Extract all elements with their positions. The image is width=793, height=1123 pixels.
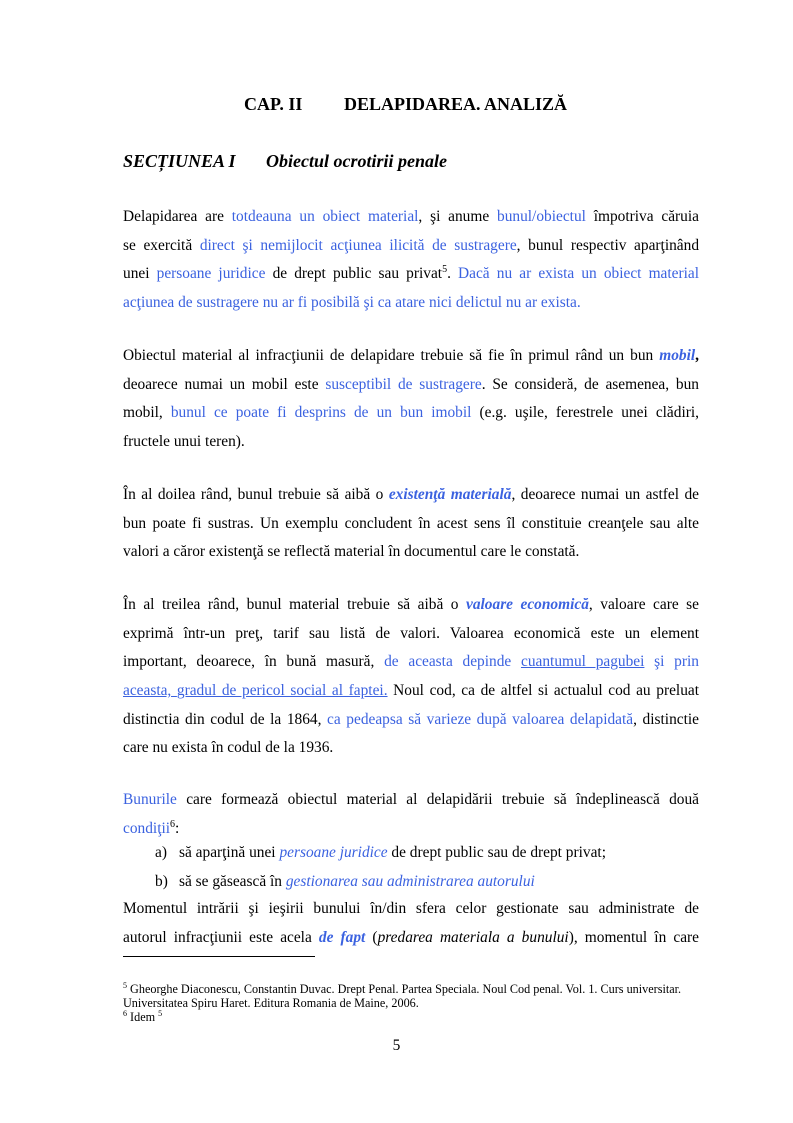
p1-line-4: acţiunea de sustragere nu ar fi posibilă şi ca atare nici delictul nu ar exista. <box>123 294 581 312</box>
footnote-5: $^5$ Gheorghe Diaconescu, Constantin Duvac. Drept Penal. Partea Speciala. Noul Cod penal. Vol. 1. Curs universitar. Universitatea Spiru Haret. Editura Romania de Maine, 2006. <box>123 980 682 1010</box>
p1-line-3: unei persoane juridice de drept public sau privat$^5$. Dacă nu ar exista un obiect material <box>123 264 699 283</box>
list-item: a) să aparţină unei persoane juridice de drept public sau de drept privat; <box>155 844 606 861</box>
paragraph-2 <box>123 342 699 457</box>
p2-line-2: deoarece numai un mobil este susceptibil de sustragere. Se consideră, de asemenea, bun <box>123 375 699 393</box>
p3-line-2: bun poate fi sustras. Un exemplu concludent în acest sens îl constituie creanţele sau alte <box>123 514 699 532</box>
p4-line-1: În al treilea rând, bunul material trebuie să aibă o valoare economică, valoare care se <box>123 596 699 613</box>
p4-line-6: care nu exista în codul de la 1936. <box>123 739 334 757</box>
p2-line-4: fructele unui teren). <box>123 433 245 451</box>
p6-line-1: Momentul intrării şi ieşirii bunului în/din sfera celor gestionate sau administrate de <box>123 900 699 917</box>
chapter-number: CAP. II <box>244 94 303 114</box>
paragraph-5 <box>123 786 699 843</box>
p2-line-3: mobil, bunul ce poate fi desprins de un bun imobil (e.g. uşile, ferestrele unei clădiri, <box>123 404 699 422</box>
p4-line-3: important, deoarece, în bună masură, de aceasta depinde cuantumul pagubei şi prin <box>123 653 699 671</box>
chapter-title: DELAPIDAREA. ANALIZĂ <box>344 94 568 114</box>
p4-line-4: aceasta, gradul de pericol social al faptei. Noul cod, ca de altfel si actualul cod au preluat <box>123 682 699 700</box>
footnote-separator <box>123 956 315 957</box>
p1-line-1: Delapidarea are totdeauna un obiect material, şi anume bunul/obiectul împotriva căruia <box>123 208 699 225</box>
footnote-6: $^6$ Idem $^5$ <box>123 1008 163 1024</box>
footnote-ref-5: 5 <box>442 264 448 276</box>
p6-line-2: autorul infracţiunii este acela de fapt (predarea materiala a bunului), momentul în care <box>123 928 699 946</box>
p2-line-1: Obiectul material al infracţiunii de delapidare trebuie să fie în primul rând un bun mobil, <box>123 347 699 364</box>
paragraph-4 <box>123 591 699 763</box>
p1-line-2: se exercită direct şi nemijlocit acţiunea ilicită de sustragere, bunul respectiv aparţinând <box>123 236 700 254</box>
page-number: 5 <box>392 1037 401 1054</box>
conditions-list <box>155 839 606 896</box>
p3-line-1: În al doilea rând, bunul trebuie să aibă o existenţă materială, deoarece numai un astfel de <box>123 486 700 503</box>
section-heading <box>123 149 447 173</box>
p4-line-2: exprimă într-un preţ, tarif sau listă de valori. Valoarea economică este un element <box>123 624 699 642</box>
list-item: b) să se găsească în gestionarea sau administrarea autorului <box>155 872 535 890</box>
section-title: Obiectul ocrotirii penale <box>266 151 447 171</box>
footnotes <box>123 982 683 1024</box>
p5-line-1: Bunurile care formează obiectul material al delapidării trebuie să îndeplinească două <box>123 791 699 808</box>
footnote-ref-6: 6 <box>170 818 176 830</box>
paragraph-6 <box>123 895 699 952</box>
p3-line-3: valori a căror existenţă se reflectă material în documentul care le constată. <box>123 543 580 561</box>
p5-line-2: condiţii$^6$: <box>123 818 180 837</box>
paragraph-3 <box>123 481 699 567</box>
paragraph-1 <box>123 203 699 318</box>
p4-line-5: distinctia din codul de la 1864, ca pedeapsa să varieze după valoarea delapidată, distinctie <box>123 710 699 728</box>
section-label: SECȚIUNEA I <box>123 151 236 171</box>
